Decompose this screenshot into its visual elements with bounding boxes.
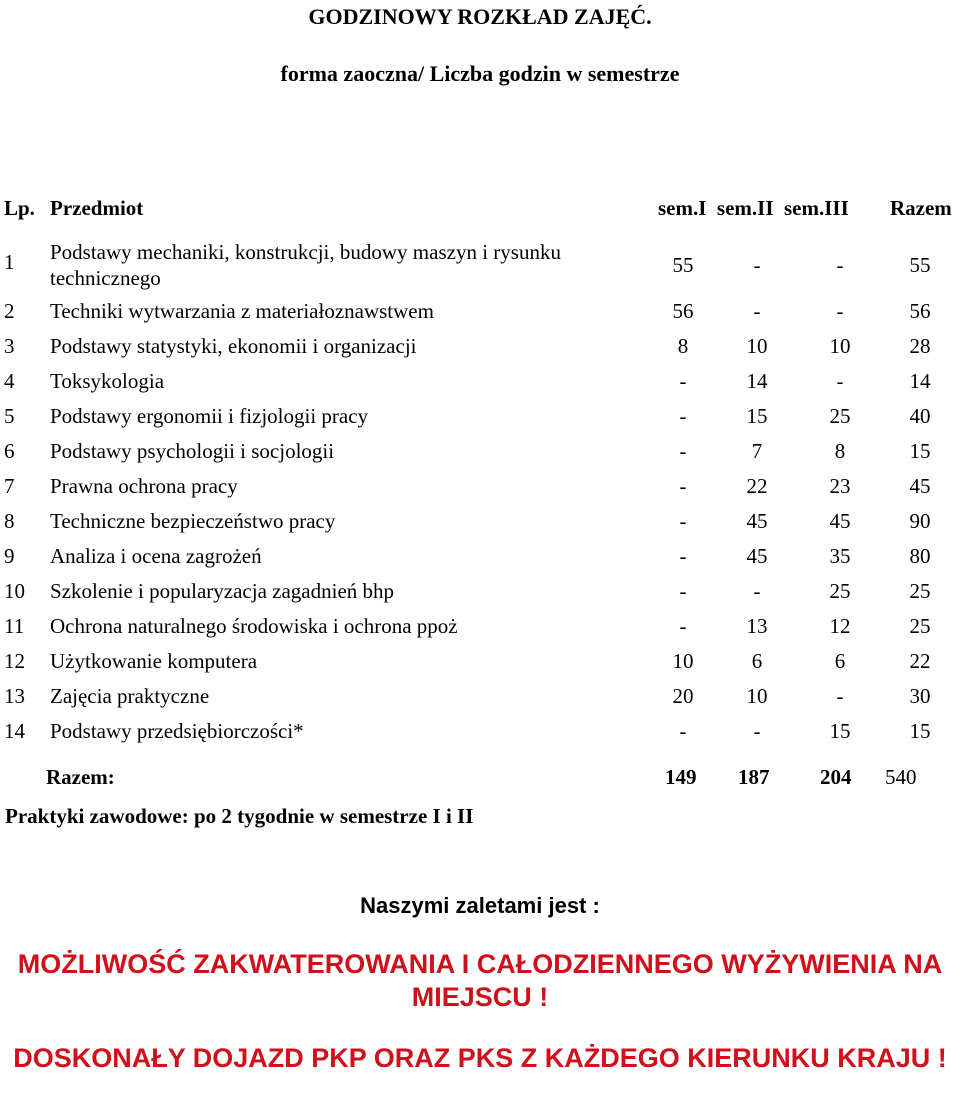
row-total: 25 [909,579,931,603]
row-total: 14 [909,369,931,393]
row-sem3: 45 [829,509,851,533]
row-sem2: 45 [746,509,768,533]
row-sem1: - [679,474,687,498]
row-lp: 5 [4,404,15,428]
row-total: 15 [909,439,931,463]
advantage-transport: DOSKONAŁY DOJAZD PKP ORAZ PKS Z KAŻDEGO KIERUNKU KRAJU ! [13,1043,947,1073]
table-row [0,334,960,368]
row-sem3: 10 [829,334,851,358]
row-subject: Techniczne bezpieczeństwo pracy [50,509,336,533]
row-lp: 3 [4,334,15,358]
row-subject: Użytkowanie komputera [50,649,258,673]
row-sem3: 25 [829,404,851,428]
row-lp: 9 [4,544,15,568]
row-lp: 7 [4,474,15,498]
row-lp: 13 [4,684,25,708]
row-sem2: - [753,719,761,743]
table-row [0,614,960,648]
row-sem1: 56 [672,299,694,323]
row-subject: Podstawy ergonomii i fizjologii pracy [50,404,369,428]
row-sem2: 7 [751,439,763,463]
table-row [0,544,960,578]
table-row [0,719,960,753]
row-subject: Szkolenie i popularyzacja zagadnień bhp [50,579,395,603]
row-subject: Analiza i ocena zagrożeń [50,544,262,568]
summary-label: Razem: [46,765,115,789]
page-subtitle: forma zaoczna/ Liczba godzin w semestrze [280,61,680,86]
row-sem3: 12 [829,614,851,638]
row-subject: Podstawy statystyki, ekonomii i organizacji [50,334,417,358]
row-sem3: - [836,684,844,708]
row-subject: Toksykologia [50,369,165,393]
row-total: 22 [909,649,931,673]
row-subject: Techniki wytwarzania z materiałoznawstwem [50,299,434,323]
row-sem1: - [679,579,687,603]
table-row [0,369,960,403]
table-row [0,649,960,683]
row-sem3: 8 [834,439,846,463]
row-total: 15 [909,719,931,743]
row-total: 90 [909,509,931,533]
row-sem1: 55 [672,253,694,277]
header-lp: Lp. [4,196,35,220]
summary-sem3: 204 [820,765,852,789]
row-lp: 12 [4,649,25,673]
table-row [0,579,960,613]
row-subject: Podstawy przedsiębiorczości* [50,719,304,743]
row-sem1: - [679,404,687,428]
row-sem2: 22 [746,474,768,498]
row-sem2: 6 [751,649,763,673]
row-sem3: 23 [829,474,851,498]
row-sem2: - [753,253,761,277]
row-sem2: 10 [746,684,768,708]
row-sem2: 45 [746,544,768,568]
row-total: 25 [909,614,931,638]
row-subject: Prawna ochrona pracy [50,474,238,498]
row-total: 56 [909,299,931,323]
row-lp: 1 [4,250,15,274]
row-sem1: - [679,439,687,463]
row-subject: Podstawy psychologii i socjologii [50,439,335,463]
row-sem1: 20 [672,684,694,708]
row-sem2: 13 [746,614,768,638]
row-sem2: 14 [746,369,768,393]
row-sem1: - [679,509,687,533]
row-sem2: - [753,579,761,603]
row-sem1: 8 [677,334,689,358]
row-subject: Zajęcia praktyczne [50,684,210,708]
table-row [0,439,960,473]
row-sem3: 6 [834,649,846,673]
summary-sem1: 149 [665,765,697,789]
table-row [0,404,960,438]
row-sem2: 15 [746,404,768,428]
summary-sem2: 187 [738,765,770,789]
row-sem3: - [836,253,844,277]
row-total: 40 [909,404,931,428]
table-row [0,509,960,543]
row-sem2: 10 [746,334,768,358]
row-sem1: - [679,614,687,638]
internship-note: Praktyki zawodowe: po 2 tygodnie w semestrze I i II [5,804,474,828]
table-row [0,239,960,297]
header-przedmiot: Przedmiot [50,196,144,220]
advantages-heading: Naszymi zaletami jest : [360,893,600,918]
row-lp: 10 [4,579,25,603]
row-sem2: - [753,299,761,323]
row-lp: 11 [4,614,25,638]
row-sem3: - [836,299,844,323]
row-lp: 8 [4,509,15,533]
summary-total: 540 [885,765,917,789]
row-sem3: - [836,369,844,393]
row-subject: Podstawy mechaniki, konstrukcji, budowy maszyn i rysunku technicznego [50,240,561,290]
row-sem1: - [679,544,687,568]
header-semesters: sem.I sem.II sem.III [658,196,849,220]
row-sem1: - [679,369,687,393]
header-razem: Razem [890,196,952,220]
row-sem1: 10 [672,649,694,673]
row-total: 30 [909,684,931,708]
row-total: 80 [909,544,931,568]
advantage-accommodation: MOŻLIWOŚĆ ZAKWATEROWANIA I CAŁODZIENNEGO WYŻYWIENIA NA MIEJSCU ! [17,949,943,1012]
row-sem3: 25 [829,579,851,603]
row-sem3: 15 [829,719,851,743]
page-title: GODZINOWY ROZKŁAD ZAJĘĆ. [308,4,652,29]
table-row [0,684,960,718]
row-subject: Ochrona naturalnego środowiska i ochrona ppoż [50,614,458,638]
row-sem1: - [679,719,687,743]
row-lp: 14 [4,719,25,743]
row-sem3: 35 [829,544,851,568]
row-total: 55 [909,253,931,277]
row-lp: 2 [4,299,15,323]
row-total: 45 [909,474,931,498]
table-row [0,299,960,333]
row-lp: 6 [4,439,15,463]
row-total: 28 [909,334,931,358]
table-row [0,474,960,508]
row-lp: 4 [4,369,15,393]
